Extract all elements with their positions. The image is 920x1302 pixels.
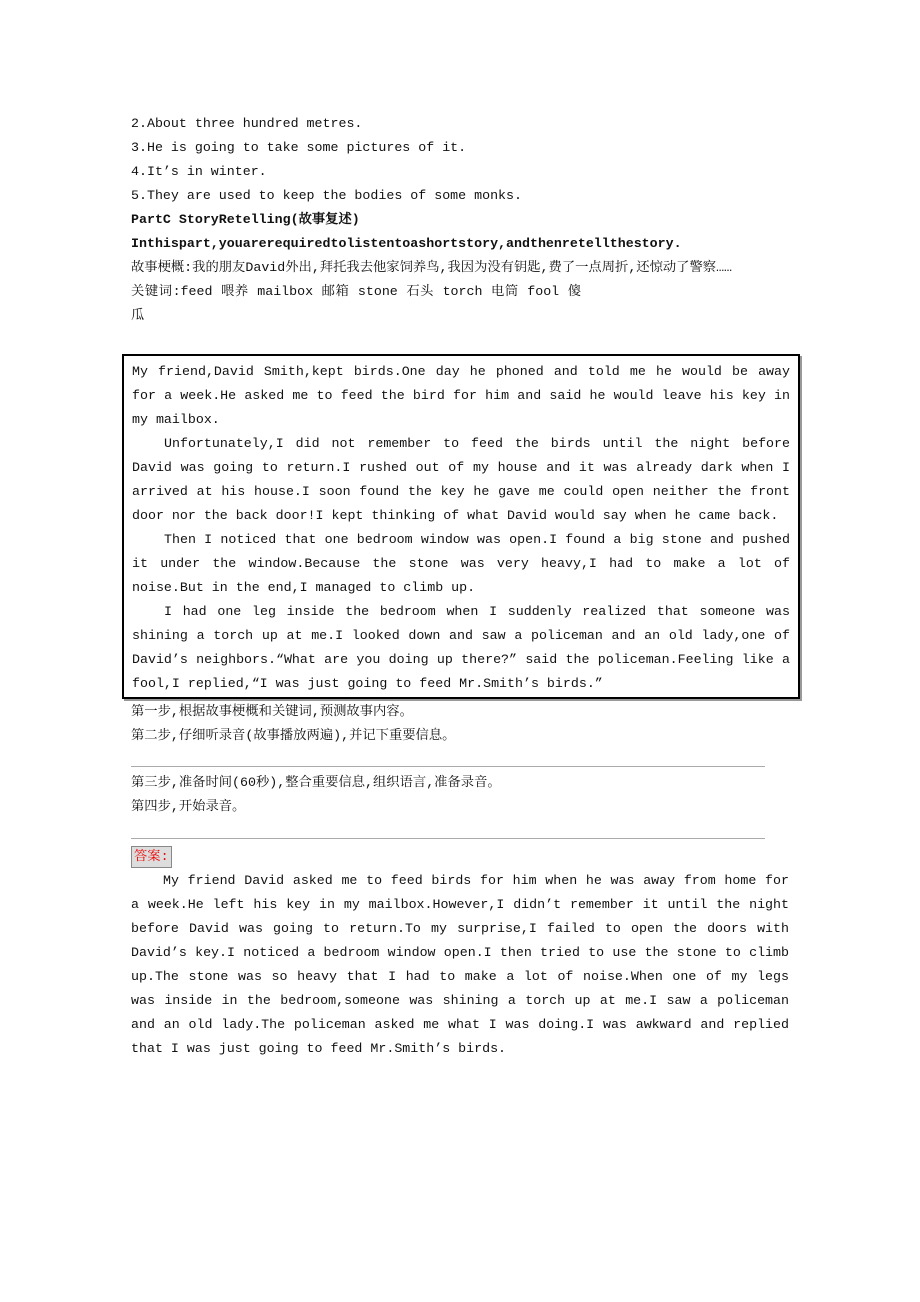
answer-item: 4.It’s in winter. — [131, 164, 267, 179]
story-summary: 故事梗概:我的朋友David外出,拜托我去他家饲养鸟,我因为没有钥匙,费了一点周折,还惊动了警察…… — [131, 260, 733, 275]
answer-text: My friend David asked me to feed birds for him when he was away from home for a week.He left his key in my mailbox.However,I didn’t remember it until the night before David was going to return.To my surprise,I failed to open the doors with David’s key.I noticed a bedroom window open.I then tried to use the stone to climb up.The stone was so heavy that I had to make a lot of noise.When one of my legs was inside in the bedroom,someone was shining a torch up at me.I saw a policeman and an old lady.The policeman asked me what I was doing.I was awkward and replied that I was just going to feed Mr.Smith’s birds. — [131, 873, 789, 1056]
steps-3-4 — [131, 771, 789, 819]
step: 第一步,根据故事梗概和关键词,预测故事内容。 — [131, 704, 413, 719]
keywords: 关键词:feed 喂养 mailbox 邮箱 stone 石头 torch 电筒 fool 傻瓜 — [131, 284, 581, 323]
answer-line — [131, 766, 765, 767]
step: 第三步,准备时间(60秒),整合重要信息,组织语言,准备录音。 — [131, 775, 501, 790]
answer-label: 答案: — [131, 846, 172, 868]
story-paragraph: My friend,David Smith,kept birds.One day he phoned and told me he would be away for a week.He asked me to feed the bird for him and said he would leave his key in my mailbox. — [132, 364, 790, 427]
answer-item: 3.He is going to take some pictures of it. — [131, 140, 467, 155]
story-paragraph: Unfortunately,I did not remember to feed the birds until the night before David was going to return.I rushed out of my house and it was already dark when I arrived at his house.I soon found the key he gave me could open neither the front door nor the back door!I kept thinking of what David would say when he came back. — [132, 436, 790, 523]
part-title: PartC StoryRetelling(故事复述) — [131, 212, 360, 227]
step: 第二步,仔细听录音(故事播放两遍),并记下重要信息。 — [131, 728, 456, 743]
answer-item: 5.They are used to keep the bodies of some monks. — [131, 188, 522, 203]
answer-line — [131, 838, 765, 839]
story-box — [122, 354, 800, 699]
steps-1-2 — [131, 700, 789, 748]
answer-item: 2.About three hundred metres. — [131, 116, 363, 131]
answer-section — [131, 845, 789, 1061]
instruction: Inthispart,youarerequiredtolistentoashortstory,andthenretellthestory. — [131, 236, 682, 251]
previous-answers — [131, 112, 789, 328]
story-paragraph: I had one leg inside the bedroom when I suddenly realized that someone was shining a torch up at me.I looked down and saw a policeman and an old lady,one of David’s neighbors.“What are you doing up there?” said the policeman.Feeling like a fool,I replied,“I was just going to feed Mr.Smith’s birds.” — [132, 604, 790, 691]
story-text — [132, 360, 790, 696]
story-paragraph: Then I noticed that one bedroom window was open.I found a big stone and pushed it under the window.Because the stone was very heavy,I had to make a lot of noise.But in the end,I managed to climb up. — [132, 532, 790, 595]
step: 第四步,开始录音。 — [131, 799, 246, 814]
